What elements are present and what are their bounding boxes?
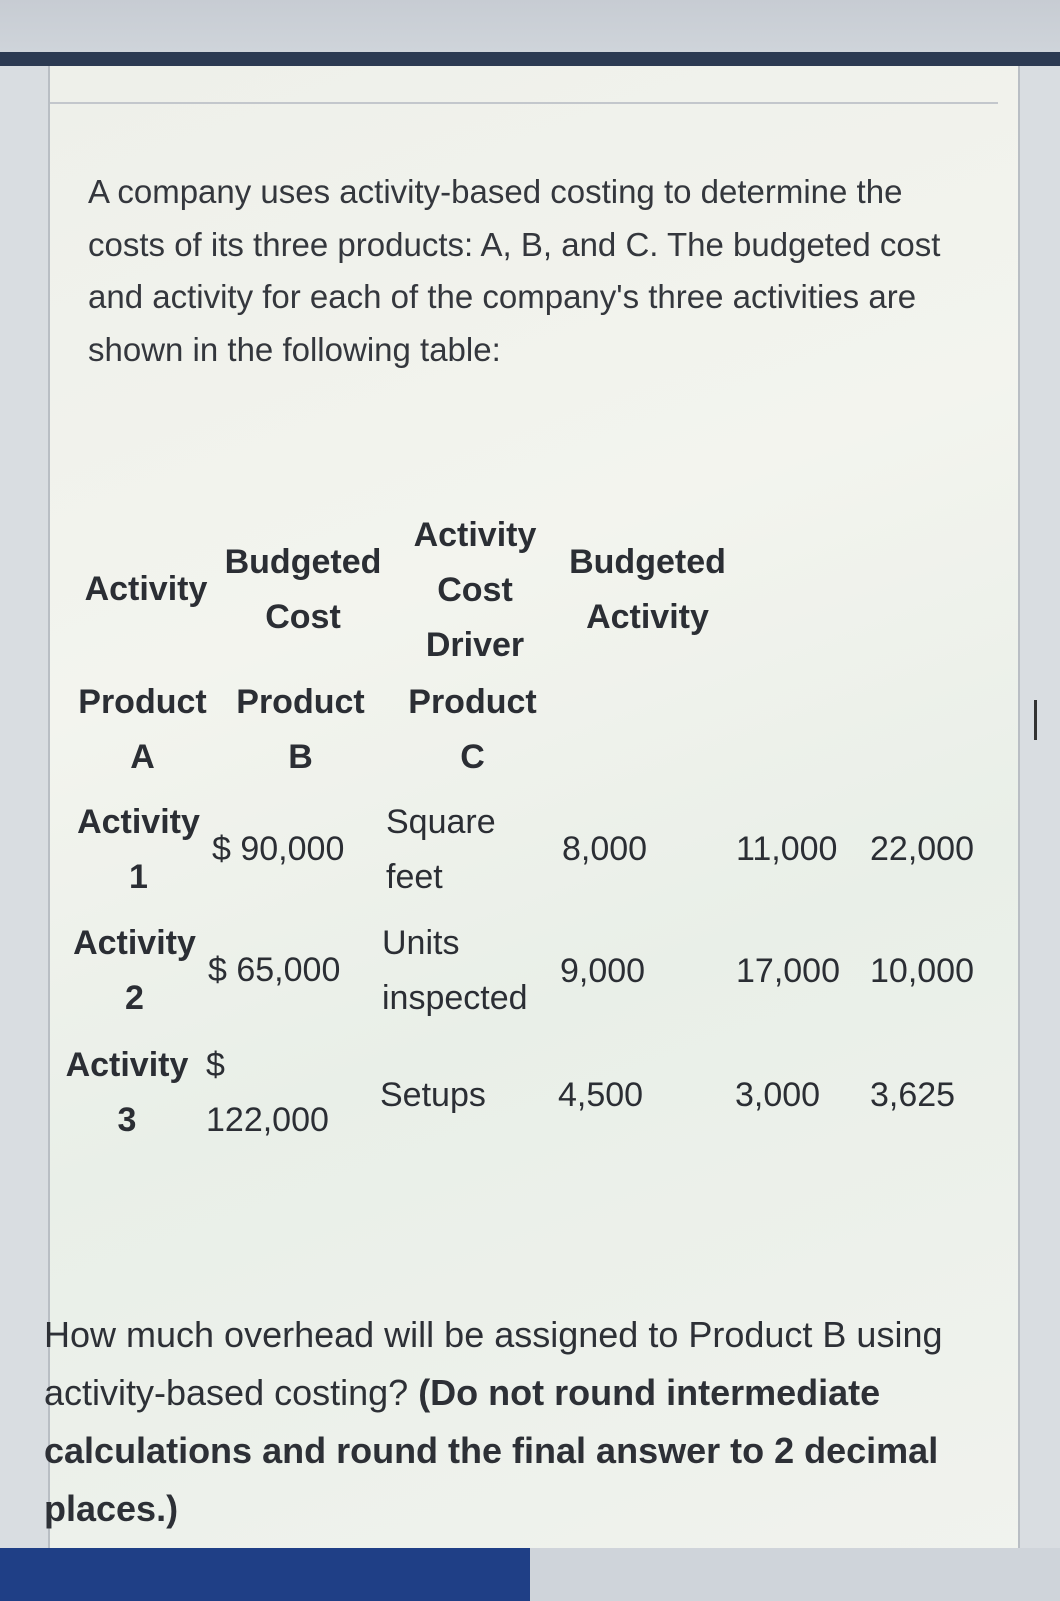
header-cost-driver: Activity Cost Driver bbox=[413, 516, 537, 664]
bottom-strip bbox=[530, 1548, 1060, 1601]
question-prompt: How much overhead will be assigned to Product B using activity-based costing? bbox=[44, 1314, 943, 1413]
header-activity: Activity bbox=[84, 570, 208, 608]
row2-activity: Activity 2 bbox=[73, 924, 196, 1017]
intro-text: A company uses activity-based costing to determine the costs of its three products: A, B, and C. The budgeted cost and activity for each of the company's three activities are shown in the following table: bbox=[88, 173, 941, 368]
row1-driver: Square feet bbox=[386, 803, 496, 896]
question-instruction: (Do not round intermediate calculations and round the final answer to 2 decimal places.) bbox=[44, 1372, 939, 1529]
row3-product-b: 3,000 bbox=[735, 1076, 821, 1114]
question-text bbox=[44, 1306, 944, 1538]
bottom-bar bbox=[0, 1548, 530, 1601]
row2-driver: Units inspected bbox=[382, 924, 528, 1017]
row2-product-c: 10,000 bbox=[870, 952, 974, 990]
row2-cost: $ 65,000 bbox=[208, 951, 341, 989]
header-product-a: Product A bbox=[78, 683, 207, 776]
row3-driver: Setups bbox=[380, 1076, 486, 1114]
row2-product-a: 9,000 bbox=[560, 952, 646, 990]
header-product-b: Product B bbox=[236, 683, 365, 776]
row3-product-a: 4,500 bbox=[558, 1076, 644, 1114]
header-product-c: Product C bbox=[408, 683, 537, 776]
row1-product-b: 11,000 bbox=[736, 830, 838, 868]
row1-activity: Activity 1 bbox=[77, 803, 200, 896]
row1-product-c: 22,000 bbox=[870, 830, 974, 868]
panel-divider bbox=[50, 102, 998, 104]
row2-product-b: 17,000 bbox=[736, 952, 840, 990]
top-strip bbox=[0, 0, 1060, 52]
header-budgeted-cost: Budgeted Cost bbox=[224, 543, 382, 636]
top-bar bbox=[0, 52, 1060, 66]
header-budgeted-activity: Budgeted Activity bbox=[569, 543, 726, 636]
row3-product-c: 3,625 bbox=[870, 1076, 956, 1114]
row3-activity: Activity 3 bbox=[65, 1046, 189, 1139]
row3-cost: $ 122,000 bbox=[206, 1046, 329, 1139]
row1-cost: $ 90,000 bbox=[212, 830, 345, 868]
right-edge-marker bbox=[1034, 700, 1037, 740]
row1-product-a: 8,000 bbox=[562, 830, 648, 868]
